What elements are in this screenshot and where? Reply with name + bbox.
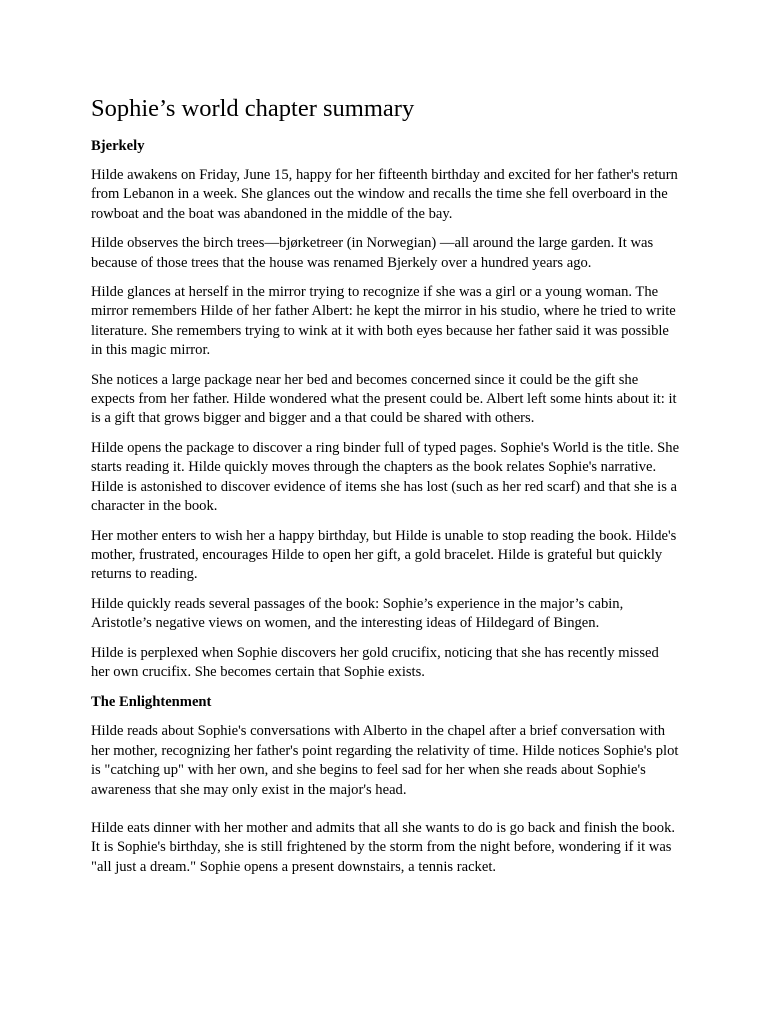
paragraph: Hilde reads about Sophie's conversations with Alberto in the chapel after a brief conversation with her mother, recognizing her father's point regarding the relativity of time. Hilde notices Sophie's plot is "catching up" with her own, and she begins to feel sad for her when she reads about Sophie's awareness that she may only exist in the major's head. — [91, 723, 679, 798]
paragraph: Hilde opens the package to discover a ring binder full of typed pages. Sophie's World is the title. She starts reading it. Hilde quickly moves through the chapters as the book relates Sophie's narrative. Hilde is astonished to discover evidence of items she has lost (such as her red scarf) and that she is a character in the book. — [91, 439, 680, 515]
paragraph: Hilde awakens on Friday, June 15, happy for her fifteenth birthday and excited for her father's return from Lebanon in a week. She glances out the window and recalls the time she fell overboard in the rowboat and the boat was abandoned in the middle of the bay. — [91, 167, 678, 222]
document-page — [91, 94, 681, 887]
page-title: Sophie’s world chapter summary — [91, 95, 415, 122]
paragraph: Hilde eats dinner with her mother and admits that all she wants to do is go back and finish the book. It is Sophie's birthday, she is still frightened by the storm from the night before, wondering if it was "all just a dream." Sophie opens a present downstairs, a tennis racket. — [91, 819, 676, 875]
paragraph: She notices a large package near her bed and becomes concerned since it could be the gift she expects from her father. Hilde wondered what the present could be. Albert left some hints about it: it is a gift that grows bigger and bigger and a that could be shared with others. — [91, 371, 677, 427]
paragraph: Hilde glances at herself in the mirror trying to recognize if she was a girl or a young woman. The mirror remembers Hilde of her father Albert: he kept the mirror in his studio, where he tried to write literature. She remembers trying to wink at it with both eyes because her father said it was possible in this magic mirror. — [91, 284, 676, 359]
section-heading: Bjerkely — [91, 138, 145, 154]
paragraph: Hilde observes the birch trees—bjørketreer (in Norwegian) —all around the large garden. It was because of those trees that the house was renamed Bjerkely over a hundred years ago. — [91, 235, 654, 271]
section-bjerkely — [91, 136, 681, 682]
paragraph: Her mother enters to wish her a happy birthday, but Hilde is unable to stop reading the book. Hilde's mother, frustrated, encourages Hilde to open her gift, a gold bracelet. Hilde is grateful but quickly returns to reading. — [91, 527, 677, 583]
paragraph: Hilde is perplexed when Sophie discovers her gold crucifix, noticing that she has recently missed her own crucifix. She becomes certain that Sophie exists. — [91, 644, 659, 680]
section-heading: The Enlightenment — [91, 694, 212, 711]
section-enlightenment — [91, 692, 681, 877]
paragraph: Hilde quickly reads several passages of the book: Sophie’s experience in the major’s cabin, Aristotle’s negative views on women, and the interesting ideas of Hildegard of Bingen. — [91, 595, 624, 632]
